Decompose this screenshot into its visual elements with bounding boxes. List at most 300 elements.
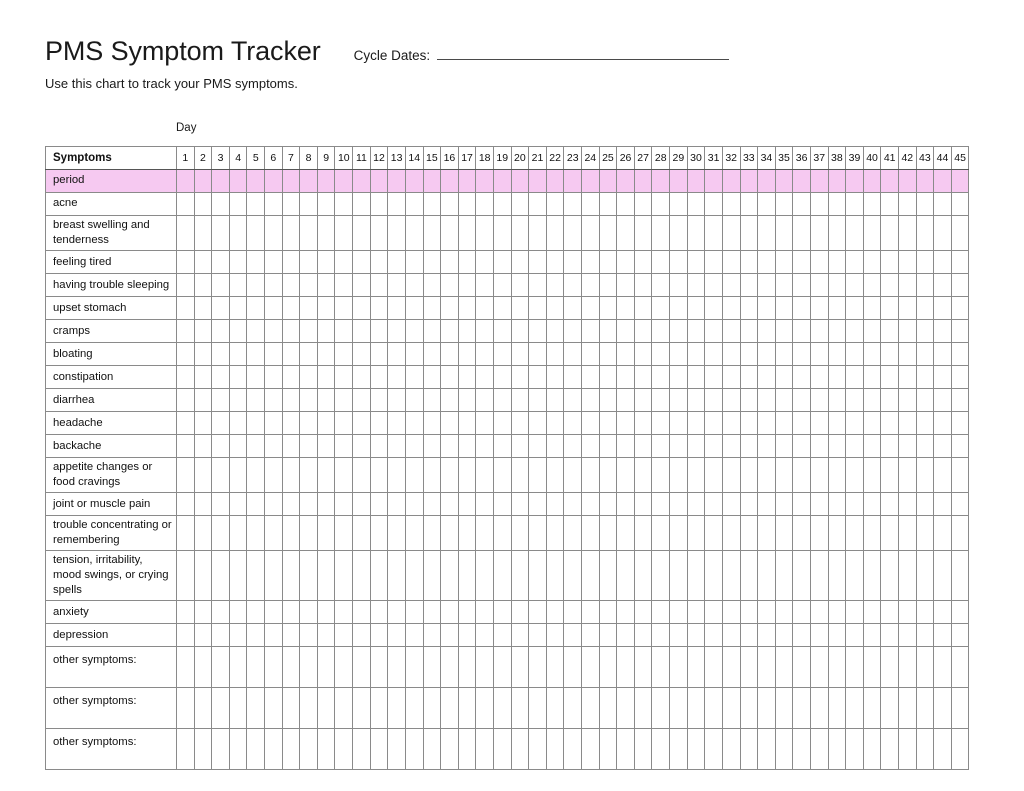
symptom-day-cell[interactable] <box>300 389 318 412</box>
symptom-day-cell[interactable] <box>388 688 406 729</box>
symptom-day-cell[interactable] <box>511 516 529 551</box>
symptom-day-cell[interactable] <box>511 320 529 343</box>
symptom-day-cell[interactable] <box>670 343 688 366</box>
symptom-day-cell[interactable] <box>775 647 793 688</box>
symptom-day-cell[interactable] <box>476 343 494 366</box>
symptom-day-cell[interactable] <box>740 216 758 251</box>
symptom-day-cell[interactable] <box>670 516 688 551</box>
symptom-day-cell[interactable] <box>529 601 547 624</box>
symptom-day-cell[interactable] <box>370 297 388 320</box>
symptom-day-cell[interactable] <box>493 274 511 297</box>
symptom-day-cell[interactable] <box>863 601 881 624</box>
symptom-day-cell[interactable] <box>582 389 600 412</box>
symptom-day-cell[interactable] <box>634 343 652 366</box>
symptom-day-cell[interactable] <box>705 688 723 729</box>
symptom-day-cell[interactable] <box>177 551 195 601</box>
symptom-day-cell[interactable] <box>476 493 494 516</box>
symptom-day-cell[interactable] <box>300 274 318 297</box>
symptom-day-cell[interactable] <box>758 516 776 551</box>
symptom-day-cell[interactable] <box>828 624 846 647</box>
symptom-day-cell[interactable] <box>934 624 952 647</box>
symptom-day-cell[interactable] <box>353 274 371 297</box>
symptom-day-cell[interactable] <box>582 170 600 193</box>
symptom-day-cell[interactable] <box>353 458 371 493</box>
symptom-day-cell[interactable] <box>458 435 476 458</box>
symptom-day-cell[interactable] <box>898 297 916 320</box>
symptom-day-cell[interactable] <box>212 193 230 216</box>
symptom-day-cell[interactable] <box>951 193 969 216</box>
symptom-day-cell[interactable] <box>810 516 828 551</box>
symptom-day-cell[interactable] <box>529 458 547 493</box>
symptom-day-cell[interactable] <box>652 343 670 366</box>
symptom-day-cell[interactable] <box>951 389 969 412</box>
symptom-day-cell[interactable] <box>493 688 511 729</box>
symptom-day-cell[interactable] <box>388 412 406 435</box>
symptom-day-cell[interactable] <box>951 251 969 274</box>
symptom-day-cell[interactable] <box>564 435 582 458</box>
symptom-day-cell[interactable] <box>634 551 652 601</box>
symptom-day-cell[interactable] <box>828 647 846 688</box>
symptom-day-cell[interactable] <box>229 688 247 729</box>
symptom-day-cell[interactable] <box>388 551 406 601</box>
symptom-day-cell[interactable] <box>810 170 828 193</box>
symptom-day-cell[interactable] <box>212 412 230 435</box>
symptom-day-cell[interactable] <box>458 170 476 193</box>
symptom-day-cell[interactable] <box>810 366 828 389</box>
symptom-day-cell[interactable] <box>863 216 881 251</box>
symptom-day-cell[interactable] <box>229 647 247 688</box>
symptom-day-cell[interactable] <box>916 412 934 435</box>
symptom-day-cell[interactable] <box>493 343 511 366</box>
symptom-day-cell[interactable] <box>705 551 723 601</box>
symptom-day-cell[interactable] <box>582 458 600 493</box>
symptom-day-cell[interactable] <box>529 493 547 516</box>
symptom-day-cell[interactable] <box>599 297 617 320</box>
symptom-day-cell[interactable] <box>951 297 969 320</box>
symptom-day-cell[interactable] <box>388 170 406 193</box>
symptom-day-cell[interactable] <box>722 274 740 297</box>
symptom-day-cell[interactable] <box>282 343 300 366</box>
symptom-day-cell[interactable] <box>670 251 688 274</box>
symptom-day-cell[interactable] <box>652 389 670 412</box>
symptom-day-cell[interactable] <box>546 170 564 193</box>
symptom-day-cell[interactable] <box>229 601 247 624</box>
symptom-day-cell[interactable] <box>405 516 423 551</box>
symptom-day-cell[interactable] <box>511 170 529 193</box>
symptom-day-cell[interactable] <box>335 366 353 389</box>
symptom-day-cell[interactable] <box>634 435 652 458</box>
symptom-day-cell[interactable] <box>705 624 723 647</box>
symptom-day-cell[interactable] <box>265 216 283 251</box>
symptom-day-cell[interactable] <box>282 729 300 770</box>
symptom-day-cell[interactable] <box>212 320 230 343</box>
symptom-day-cell[interactable] <box>441 435 459 458</box>
symptom-day-cell[interactable] <box>441 601 459 624</box>
symptom-day-cell[interactable] <box>617 435 635 458</box>
symptom-day-cell[interactable] <box>247 688 265 729</box>
symptom-day-cell[interactable] <box>282 412 300 435</box>
symptom-day-cell[interactable] <box>617 366 635 389</box>
symptom-day-cell[interactable] <box>898 412 916 435</box>
symptom-day-cell[interactable] <box>335 216 353 251</box>
symptom-day-cell[interactable] <box>881 435 899 458</box>
symptom-day-cell[interactable] <box>740 729 758 770</box>
symptom-day-cell[interactable] <box>423 274 441 297</box>
symptom-day-cell[interactable] <box>370 389 388 412</box>
symptom-day-cell[interactable] <box>705 516 723 551</box>
symptom-day-cell[interactable] <box>265 435 283 458</box>
symptom-day-cell[interactable] <box>511 366 529 389</box>
symptom-day-cell[interactable] <box>775 251 793 274</box>
symptom-day-cell[interactable] <box>212 516 230 551</box>
symptom-day-cell[interactable] <box>846 170 864 193</box>
symptom-day-cell[interactable] <box>177 297 195 320</box>
symptom-day-cell[interactable] <box>722 170 740 193</box>
symptom-day-cell[interactable] <box>828 170 846 193</box>
symptom-day-cell[interactable] <box>529 688 547 729</box>
symptom-day-cell[interactable] <box>388 251 406 274</box>
symptom-day-cell[interactable] <box>282 601 300 624</box>
symptom-day-cell[interactable] <box>617 458 635 493</box>
symptom-day-cell[interactable] <box>687 366 705 389</box>
symptom-day-cell[interactable] <box>370 412 388 435</box>
symptom-day-cell[interactable] <box>951 601 969 624</box>
symptom-day-cell[interactable] <box>493 193 511 216</box>
symptom-day-cell[interactable] <box>388 366 406 389</box>
symptom-day-cell[interactable] <box>582 412 600 435</box>
symptom-day-cell[interactable] <box>229 170 247 193</box>
symptom-day-cell[interactable] <box>617 274 635 297</box>
symptom-day-cell[interactable] <box>687 320 705 343</box>
symptom-day-cell[interactable] <box>775 412 793 435</box>
symptom-day-cell[interactable] <box>951 624 969 647</box>
symptom-day-cell[interactable] <box>758 601 776 624</box>
symptom-day-cell[interactable] <box>194 170 212 193</box>
symptom-day-cell[interactable] <box>881 647 899 688</box>
symptom-day-cell[interactable] <box>194 297 212 320</box>
symptom-day-cell[interactable] <box>863 647 881 688</box>
symptom-day-cell[interactable] <box>828 251 846 274</box>
symptom-day-cell[interactable] <box>265 516 283 551</box>
symptom-day-cell[interactable] <box>951 320 969 343</box>
symptom-day-cell[interactable] <box>863 320 881 343</box>
symptom-day-cell[interactable] <box>652 193 670 216</box>
symptom-day-cell[interactable] <box>265 458 283 493</box>
symptom-day-cell[interactable] <box>934 170 952 193</box>
symptom-day-cell[interactable] <box>529 516 547 551</box>
symptom-day-cell[interactable] <box>793 601 811 624</box>
symptom-day-cell[interactable] <box>810 216 828 251</box>
symptom-day-cell[interactable] <box>740 320 758 343</box>
symptom-day-cell[interactable] <box>335 493 353 516</box>
symptom-day-cell[interactable] <box>951 170 969 193</box>
symptom-day-cell[interactable] <box>194 601 212 624</box>
symptom-day-cell[interactable] <box>282 551 300 601</box>
symptom-day-cell[interactable] <box>388 193 406 216</box>
symptom-day-cell[interactable] <box>212 493 230 516</box>
symptom-day-cell[interactable] <box>652 493 670 516</box>
symptom-day-cell[interactable] <box>582 343 600 366</box>
symptom-day-cell[interactable] <box>335 274 353 297</box>
symptom-day-cell[interactable] <box>793 251 811 274</box>
symptom-day-cell[interactable] <box>177 412 195 435</box>
symptom-day-cell[interactable] <box>810 435 828 458</box>
symptom-day-cell[interactable] <box>353 647 371 688</box>
symptom-day-cell[interactable] <box>652 729 670 770</box>
symptom-day-cell[interactable] <box>511 601 529 624</box>
symptom-day-cell[interactable] <box>405 458 423 493</box>
symptom-day-cell[interactable] <box>564 601 582 624</box>
symptom-day-cell[interactable] <box>370 647 388 688</box>
symptom-day-cell[interactable] <box>282 297 300 320</box>
symptom-day-cell[interactable] <box>775 274 793 297</box>
symptom-day-cell[interactable] <box>634 251 652 274</box>
symptom-day-cell[interactable] <box>898 366 916 389</box>
symptom-day-cell[interactable] <box>916 458 934 493</box>
symptom-day-cell[interactable] <box>300 516 318 551</box>
symptom-day-cell[interactable] <box>687 458 705 493</box>
symptom-day-cell[interactable] <box>652 297 670 320</box>
symptom-day-cell[interactable] <box>898 193 916 216</box>
symptom-day-cell[interactable] <box>317 412 335 435</box>
symptom-day-cell[interactable] <box>546 688 564 729</box>
symptom-day-cell[interactable] <box>687 493 705 516</box>
symptom-day-cell[interactable] <box>405 193 423 216</box>
symptom-day-cell[interactable] <box>617 389 635 412</box>
symptom-day-cell[interactable] <box>300 366 318 389</box>
symptom-day-cell[interactable] <box>177 458 195 493</box>
symptom-day-cell[interactable] <box>493 601 511 624</box>
symptom-day-cell[interactable] <box>863 343 881 366</box>
symptom-day-cell[interactable] <box>388 601 406 624</box>
symptom-day-cell[interactable] <box>194 624 212 647</box>
symptom-day-cell[interactable] <box>177 601 195 624</box>
symptom-day-cell[interactable] <box>564 193 582 216</box>
symptom-day-cell[interactable] <box>476 458 494 493</box>
symptom-day-cell[interactable] <box>722 729 740 770</box>
symptom-day-cell[interactable] <box>458 366 476 389</box>
symptom-day-cell[interactable] <box>687 170 705 193</box>
symptom-day-cell[interactable] <box>212 624 230 647</box>
symptom-day-cell[interactable] <box>722 688 740 729</box>
symptom-day-cell[interactable] <box>265 493 283 516</box>
symptom-day-cell[interactable] <box>828 297 846 320</box>
symptom-day-cell[interactable] <box>810 297 828 320</box>
symptom-day-cell[interactable] <box>564 343 582 366</box>
symptom-day-cell[interactable] <box>335 297 353 320</box>
symptom-day-cell[interactable] <box>775 435 793 458</box>
symptom-day-cell[interactable] <box>493 251 511 274</box>
symptom-day-cell[interactable] <box>300 601 318 624</box>
symptom-day-cell[interactable] <box>229 297 247 320</box>
symptom-day-cell[interactable] <box>687 729 705 770</box>
symptom-day-cell[interactable] <box>582 435 600 458</box>
symptom-day-cell[interactable] <box>617 624 635 647</box>
symptom-day-cell[interactable] <box>247 647 265 688</box>
symptom-day-cell[interactable] <box>511 493 529 516</box>
symptom-day-cell[interactable] <box>828 389 846 412</box>
symptom-day-cell[interactable] <box>441 366 459 389</box>
symptom-day-cell[interactable] <box>317 193 335 216</box>
symptom-day-cell[interactable] <box>881 320 899 343</box>
symptom-day-cell[interactable] <box>405 688 423 729</box>
symptom-day-cell[interactable] <box>529 551 547 601</box>
symptom-day-cell[interactable] <box>898 729 916 770</box>
symptom-day-cell[interactable] <box>916 251 934 274</box>
symptom-day-cell[interactable] <box>793 435 811 458</box>
symptom-day-cell[interactable] <box>335 624 353 647</box>
symptom-day-cell[interactable] <box>670 458 688 493</box>
symptom-day-cell[interactable] <box>898 647 916 688</box>
symptom-day-cell[interactable] <box>247 389 265 412</box>
symptom-day-cell[interactable] <box>810 601 828 624</box>
symptom-day-cell[interactable] <box>529 624 547 647</box>
symptom-day-cell[interactable] <box>934 251 952 274</box>
symptom-day-cell[interactable] <box>951 493 969 516</box>
symptom-day-cell[interactable] <box>916 343 934 366</box>
symptom-day-cell[interactable] <box>863 366 881 389</box>
symptom-day-cell[interactable] <box>194 193 212 216</box>
symptom-day-cell[interactable] <box>229 516 247 551</box>
symptom-day-cell[interactable] <box>441 389 459 412</box>
symptom-day-cell[interactable] <box>810 412 828 435</box>
symptom-day-cell[interactable] <box>722 601 740 624</box>
symptom-day-cell[interactable] <box>758 251 776 274</box>
symptom-day-cell[interactable] <box>458 320 476 343</box>
symptom-day-cell[interactable] <box>652 216 670 251</box>
symptom-day-cell[interactable] <box>670 493 688 516</box>
symptom-day-cell[interactable] <box>265 274 283 297</box>
symptom-day-cell[interactable] <box>934 389 952 412</box>
symptom-day-cell[interactable] <box>529 412 547 435</box>
symptom-day-cell[interactable] <box>599 274 617 297</box>
symptom-day-cell[interactable] <box>212 458 230 493</box>
symptom-day-cell[interactable] <box>229 412 247 435</box>
symptom-day-cell[interactable] <box>863 551 881 601</box>
symptom-day-cell[interactable] <box>705 193 723 216</box>
symptom-day-cell[interactable] <box>687 688 705 729</box>
symptom-day-cell[interactable] <box>564 493 582 516</box>
symptom-day-cell[interactable] <box>687 251 705 274</box>
symptom-day-cell[interactable] <box>476 647 494 688</box>
symptom-day-cell[interactable] <box>423 343 441 366</box>
symptom-day-cell[interactable] <box>511 458 529 493</box>
symptom-day-cell[interactable] <box>441 274 459 297</box>
symptom-day-cell[interactable] <box>898 688 916 729</box>
symptom-day-cell[interactable] <box>881 493 899 516</box>
symptom-day-cell[interactable] <box>493 412 511 435</box>
symptom-day-cell[interactable] <box>511 389 529 412</box>
symptom-day-cell[interactable] <box>599 366 617 389</box>
symptom-day-cell[interactable] <box>546 366 564 389</box>
symptom-day-cell[interactable] <box>177 274 195 297</box>
symptom-day-cell[interactable] <box>265 647 283 688</box>
symptom-day-cell[interactable] <box>529 647 547 688</box>
symptom-day-cell[interactable] <box>423 193 441 216</box>
symptom-day-cell[interactable] <box>546 516 564 551</box>
symptom-day-cell[interactable] <box>229 458 247 493</box>
symptom-day-cell[interactable] <box>476 274 494 297</box>
symptom-day-cell[interactable] <box>317 729 335 770</box>
symptom-day-cell[interactable] <box>229 216 247 251</box>
symptom-day-cell[interactable] <box>898 251 916 274</box>
symptom-day-cell[interactable] <box>423 493 441 516</box>
symptom-day-cell[interactable] <box>441 729 459 770</box>
symptom-day-cell[interactable] <box>229 366 247 389</box>
symptom-day-cell[interactable] <box>546 193 564 216</box>
symptom-day-cell[interactable] <box>916 170 934 193</box>
symptom-day-cell[interactable] <box>599 389 617 412</box>
symptom-day-cell[interactable] <box>846 624 864 647</box>
symptom-day-cell[interactable] <box>317 647 335 688</box>
symptom-day-cell[interactable] <box>934 274 952 297</box>
symptom-day-cell[interactable] <box>476 193 494 216</box>
symptom-day-cell[interactable] <box>493 729 511 770</box>
symptom-day-cell[interactable] <box>423 251 441 274</box>
symptom-day-cell[interactable] <box>335 343 353 366</box>
symptom-day-cell[interactable] <box>476 297 494 320</box>
symptom-day-cell[interactable] <box>423 458 441 493</box>
symptom-day-cell[interactable] <box>370 274 388 297</box>
symptom-day-cell[interactable] <box>828 458 846 493</box>
symptom-day-cell[interactable] <box>353 551 371 601</box>
symptom-day-cell[interactable] <box>405 729 423 770</box>
symptom-day-cell[interactable] <box>511 729 529 770</box>
symptom-day-cell[interactable] <box>353 624 371 647</box>
symptom-day-cell[interactable] <box>846 251 864 274</box>
symptom-day-cell[interactable] <box>810 193 828 216</box>
symptom-day-cell[interactable] <box>582 251 600 274</box>
symptom-day-cell[interactable] <box>705 366 723 389</box>
symptom-day-cell[interactable] <box>775 193 793 216</box>
symptom-day-cell[interactable] <box>793 647 811 688</box>
symptom-day-cell[interactable] <box>265 251 283 274</box>
symptom-day-cell[interactable] <box>758 493 776 516</box>
symptom-day-cell[interactable] <box>687 601 705 624</box>
symptom-day-cell[interactable] <box>916 551 934 601</box>
symptom-day-cell[interactable] <box>810 647 828 688</box>
symptom-day-cell[interactable] <box>881 624 899 647</box>
symptom-day-cell[interactable] <box>247 412 265 435</box>
symptom-day-cell[interactable] <box>951 366 969 389</box>
symptom-day-cell[interactable] <box>423 688 441 729</box>
symptom-day-cell[interactable] <box>916 516 934 551</box>
symptom-day-cell[interactable] <box>229 343 247 366</box>
symptom-day-cell[interactable] <box>212 343 230 366</box>
symptom-day-cell[interactable] <box>881 688 899 729</box>
symptom-day-cell[interactable] <box>863 274 881 297</box>
symptom-day-cell[interactable] <box>317 343 335 366</box>
symptom-day-cell[interactable] <box>828 516 846 551</box>
symptom-day-cell[interactable] <box>846 551 864 601</box>
symptom-day-cell[interactable] <box>300 458 318 493</box>
symptom-day-cell[interactable] <box>370 729 388 770</box>
symptom-day-cell[interactable] <box>617 493 635 516</box>
symptom-day-cell[interactable] <box>634 320 652 343</box>
symptom-day-cell[interactable] <box>705 493 723 516</box>
symptom-day-cell[interactable] <box>247 366 265 389</box>
symptom-day-cell[interactable] <box>881 729 899 770</box>
symptom-day-cell[interactable] <box>863 516 881 551</box>
symptom-day-cell[interactable] <box>405 551 423 601</box>
symptom-day-cell[interactable] <box>670 366 688 389</box>
symptom-day-cell[interactable] <box>652 274 670 297</box>
symptom-day-cell[interactable] <box>687 193 705 216</box>
symptom-day-cell[interactable] <box>863 412 881 435</box>
symptom-day-cell[interactable] <box>916 624 934 647</box>
symptom-day-cell[interactable] <box>493 170 511 193</box>
symptom-day-cell[interactable] <box>529 170 547 193</box>
